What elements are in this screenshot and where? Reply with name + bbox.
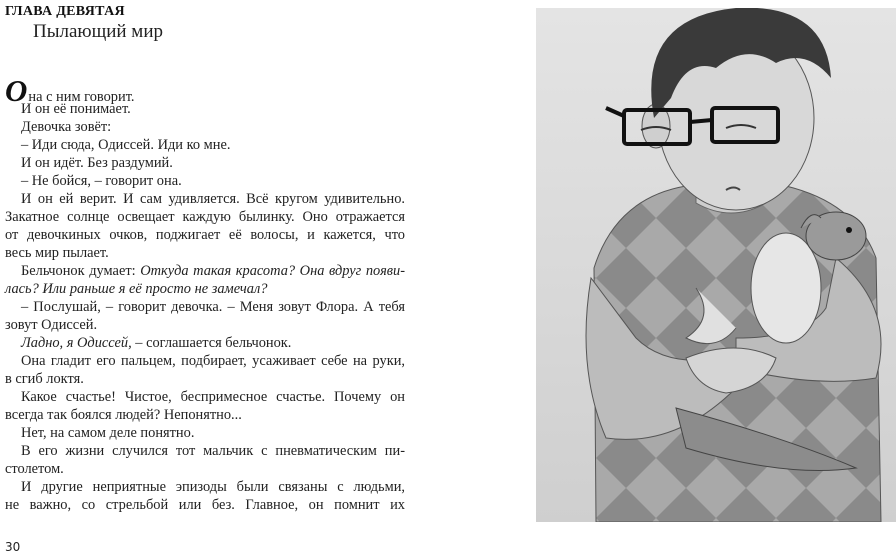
line-text: весь мир пылает.: [5, 245, 109, 261]
text-line: [5, 73, 405, 108]
text-line: [5, 424, 405, 442]
italic-text: Ладно, я Одиссей,: [21, 335, 132, 351]
line-text: столетом.: [5, 461, 64, 477]
line-text: И он ей верит. И сам удивляется. Всё кругом удивительно.: [21, 191, 405, 207]
line-text: Какое счастье! Чистое, беспримесное счастье. Почему он: [21, 389, 405, 405]
text-line: [5, 190, 405, 208]
italic-text: Откуда такая красота? Она вдруг появи-: [140, 263, 405, 279]
chapter-title: Пылающий мир: [33, 21, 164, 42]
text-line: [5, 334, 405, 352]
line-text: – Иди сюда, Одиссей. Иди ко мне.: [21, 137, 231, 153]
line-text: Девочка зовёт:: [21, 119, 112, 135]
line-text: В его жизни случился тот мальчик с пневматическим пи-: [21, 443, 405, 459]
page-number: 30: [5, 540, 21, 554]
text-line: [5, 136, 405, 154]
line-text: – соглашается бельчонок.: [131, 335, 292, 351]
line-text: Закатное солнце освещает каждую былинку. Оно отражается: [5, 209, 405, 225]
text-line: [5, 280, 405, 298]
body-text: [5, 73, 405, 514]
line-text: И он её понимает.: [21, 101, 131, 117]
text-line: [5, 226, 405, 244]
line-text: – Не бойся, – говорит она.: [21, 173, 182, 189]
text-line: [5, 208, 405, 226]
line-text: на с ним говорит.: [28, 89, 135, 105]
line-text: И другие неприятные эпизоды были связаны с людьми,: [21, 479, 405, 495]
line-text: – Послушай, – говорит девочка. – Меня зовут Флора. А тебя: [21, 299, 405, 315]
text-line: [5, 388, 405, 406]
text-line: [5, 154, 405, 172]
italic-text: лась? Или раньше я её просто не замечал?: [5, 281, 268, 297]
text-line: [5, 262, 405, 280]
line-text: всегда так боялся людей? Непонятно...: [5, 407, 242, 423]
text-line: [5, 370, 405, 388]
text-line: [5, 244, 405, 262]
text-line: [5, 100, 405, 118]
text-line: [5, 172, 405, 190]
line-text: Бельчонок думает:: [21, 263, 141, 279]
line-text: Она гладит его пальцем, подбирает, усаживает себе на руки,: [21, 353, 405, 369]
text-line: [5, 478, 405, 496]
line-text: зовут Одиссей.: [5, 317, 98, 333]
line-text: Нет, на самом деле понятно.: [21, 425, 195, 441]
text-line: [5, 316, 405, 334]
text-line: [5, 460, 405, 478]
line-text: И он идёт. Без раздумий.: [21, 155, 173, 171]
drop-cap: О: [5, 73, 28, 108]
text-line: [5, 118, 405, 136]
text-line: [5, 406, 405, 424]
illustration-boy-with-squirrel: [536, 8, 896, 522]
chapter-label: ГЛАВА ДЕВЯТАЯ: [5, 4, 125, 19]
line-text: не важно, со стрельбой или без. Главное, он помнит их: [5, 497, 405, 513]
text-line: [5, 496, 405, 514]
text-line: [5, 298, 405, 316]
text-line: [5, 442, 405, 460]
line-text: от девочкиных очков, поджигает её волосы, и кажется, что: [5, 227, 405, 243]
text-line: [5, 352, 405, 370]
line-text: в сгиб локтя.: [5, 371, 84, 387]
